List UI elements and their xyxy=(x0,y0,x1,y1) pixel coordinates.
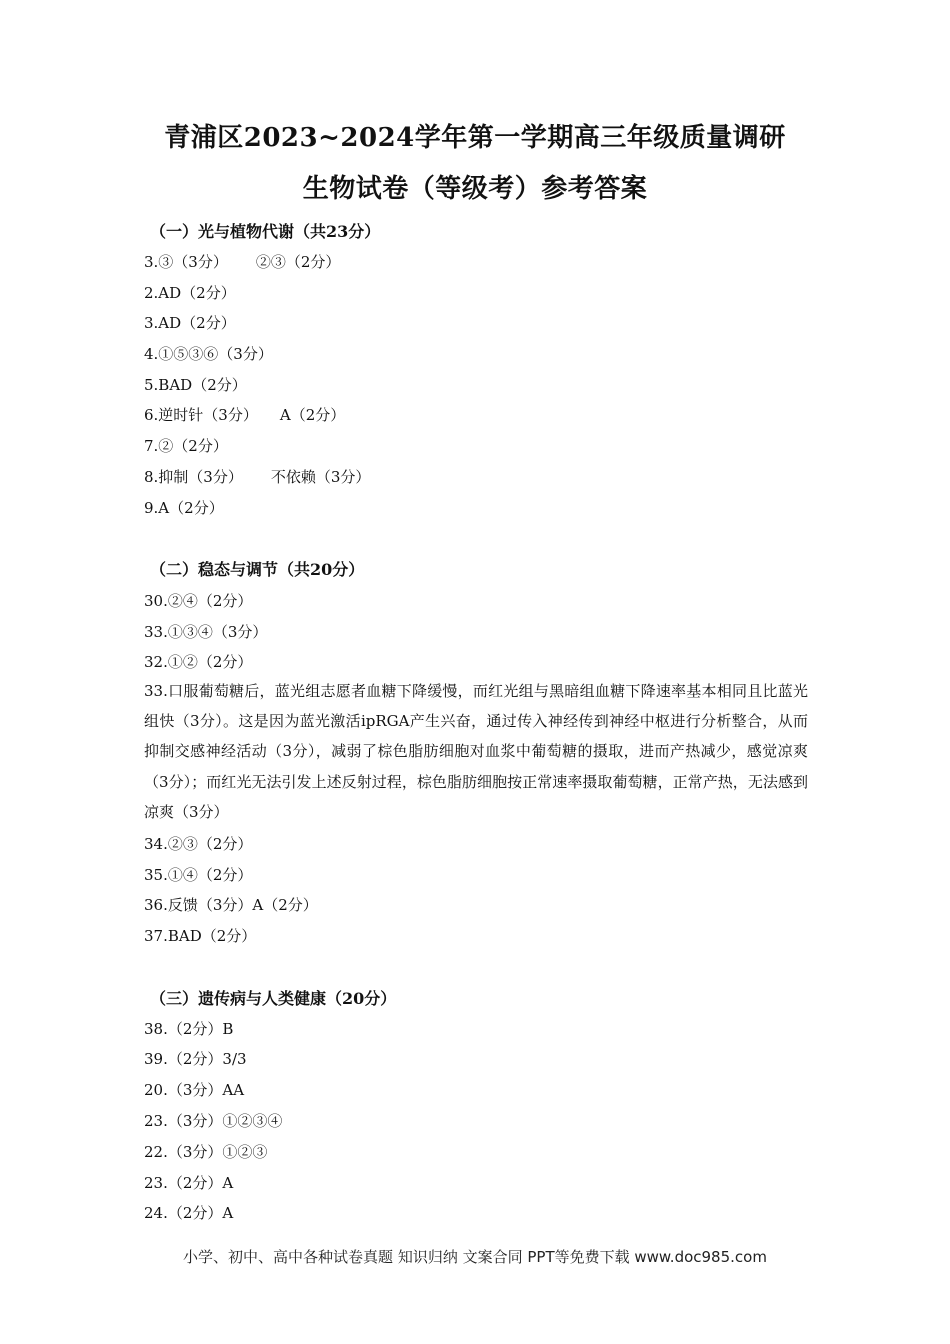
section-heading-3: （三）遗传病与人类健康（20分） xyxy=(150,989,397,1008)
answer-line: 24.（2分）A xyxy=(144,1204,234,1222)
section-heading-1: （一）光与植物代谢（共23分） xyxy=(150,222,381,241)
answer-line: 38.（2分）B xyxy=(144,1020,234,1038)
answer-line: 30.②④（2分） xyxy=(144,592,253,610)
answer-text: A（2分） xyxy=(279,406,346,424)
answer-line: 36.反馈（3分）A（2分） xyxy=(144,896,318,914)
answer-line: 9.A（2分） xyxy=(144,499,224,517)
answer-line: 2.AD（2分） xyxy=(144,284,236,302)
document-title-line1: 青浦区2023~2024学年第一学期高三年级质量调研 xyxy=(164,123,786,153)
answer-line xyxy=(144,404,345,425)
answer-line: 3.AD（2分） xyxy=(144,314,236,332)
answer-line: 23.（2分）A xyxy=(144,1174,234,1192)
answer-line xyxy=(144,251,340,272)
answer-line: 4.①⑤③⑥（3分） xyxy=(144,345,273,363)
answer-text: ②③（2分） xyxy=(255,253,341,271)
answer-line: 23.（3分）①②③④ xyxy=(144,1112,283,1130)
answer-line xyxy=(144,466,370,487)
answer-text: 不依赖（3分） xyxy=(270,468,371,486)
answer-line: 33.①③④（3分） xyxy=(144,623,268,641)
answer-text: 8.抑制（3分） xyxy=(144,468,243,486)
answer-line: 20.（3分）AA xyxy=(144,1081,245,1099)
answer-line: 34.②③（2分） xyxy=(144,835,253,853)
document-title-line2: 生物试卷（等级考）参考答案 xyxy=(302,174,648,204)
answer-line: 37.BAD（2分） xyxy=(144,927,257,945)
answer-line: 7.②（2分） xyxy=(144,437,228,455)
answer-paragraph: 33.口服葡萄糖后，蓝光组志愿者血糖下降缓慢，而红光组与黑暗组血糖下降速率基本相同且比蓝光组快（3分）。这是因为蓝光激活ipRGA产生兴奋，通过传入神经传到神经中枢进行分析整合，从而抑制交感神经活动（3分），减弱了棕色脂肪细胞对血浆中葡萄糖的摄取，进而产热减少，感觉凉爽（3分）；而红光无法引发上述反射过程，棕色脂肪细胞按正常速率摄取葡萄糖，正常产热，无法感到凉爽（3分） xyxy=(144,682,808,821)
answer-line: 22.（3分）①②③ xyxy=(144,1143,268,1161)
answer-line: 5.BAD（2分） xyxy=(144,376,247,394)
answer-line: 35.①④（2分） xyxy=(144,866,253,884)
footer-text: 小学、初中、高中各种试卷真题 知识归纳 文案合同 PPT等免费下载 www.doc985.com xyxy=(183,1248,767,1266)
answer-text: 3.③（3分） xyxy=(144,253,228,271)
answer-line: 32.①②（2分） xyxy=(144,653,253,671)
section-heading-2: （二）稳态与调节（共20分） xyxy=(150,560,365,579)
answer-line: 39.（2分）3/3 xyxy=(144,1050,247,1068)
answer-text: 6.逆时针（3分） xyxy=(144,406,258,424)
